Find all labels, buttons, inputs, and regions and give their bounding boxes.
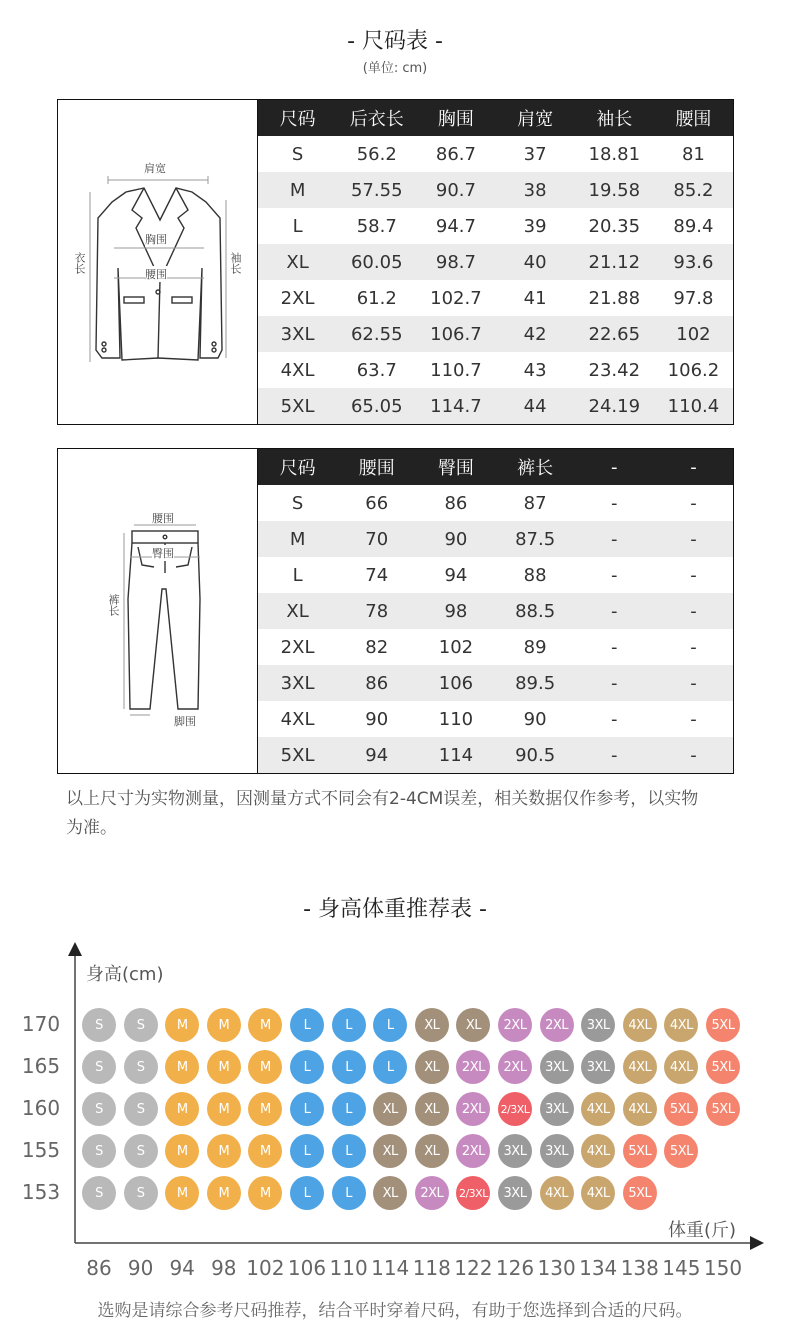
table-cell: 56.2 [356,143,397,165]
table-cell: 90 [444,528,468,550]
pants-waist-label: 腰围 [152,512,174,525]
table-cell: 23.42 [588,359,641,381]
table-cell: M [289,179,306,201]
table-cell: - [611,744,618,766]
table-row [258,208,733,244]
table-cell: 61.2 [356,287,397,309]
size-dot: M [248,1134,282,1168]
waist-label: 腰围 [145,268,167,281]
size-dot: M [248,1176,282,1210]
table-cell: 94.7 [435,215,476,237]
table-cell: 65.05 [350,395,403,417]
table-cell: 4XL [280,359,315,381]
size-dot: S [82,1092,116,1126]
header-cell: 尺码 [279,109,316,130]
size-chart-title: - 尺码表 - [347,29,443,54]
table-cell: 24.19 [588,395,641,417]
size-dot: 3XL [498,1176,532,1210]
size-dot: L [290,1176,324,1210]
table-cell: 110.4 [667,395,720,417]
size-dot: 4XL [623,1092,657,1126]
table-cell: 102 [676,323,711,345]
table-cell: 43 [523,359,547,381]
table-cell: - [611,600,618,622]
size-dot: 3XL [498,1134,532,1168]
size-dot: L [332,1176,366,1210]
size-dot: L [373,1008,407,1042]
table-cell: 114.7 [430,395,482,417]
size-dot: M [165,1092,199,1126]
table-cell: 87.5 [515,528,556,550]
table-cell: - [611,564,618,586]
weight-label: 134 [579,1256,618,1280]
header-cell: 肩宽 [517,109,554,130]
table-row [258,629,733,665]
table-cell: 5XL [280,395,315,417]
table-header [258,100,733,136]
table-cell: 44 [523,395,547,417]
size-dot: 4XL [664,1050,698,1084]
table-cell: - [690,744,697,766]
table-row [258,316,733,352]
size-dot: L [290,1134,324,1168]
table-cell: L [292,215,303,237]
weight-label: 150 [703,1256,743,1280]
weight-label: 106 [287,1256,327,1280]
pants-sketch [58,449,258,773]
pants-sketch-icon [58,449,258,773]
chest-label: 胸围 [145,233,167,246]
table-cell: 81 [681,143,705,165]
table-cell: 86 [365,672,389,694]
table-cell: - [611,672,618,694]
table-cell: 38 [523,179,547,201]
header-cell: - [611,456,618,478]
size-dot: 3XL [540,1134,574,1168]
size-dot: M [248,1050,282,1084]
table-cell: 57.55 [350,179,403,201]
table-cell: 2XL [280,636,315,658]
table-cell: 106.7 [430,323,482,345]
table-cell: - [690,672,697,694]
table-cell: 21.88 [588,287,641,309]
size-dot: S [124,1050,158,1084]
table-cell: 41 [523,287,547,309]
table-cell: 89.4 [673,215,714,237]
table-cell: 90.7 [435,179,476,201]
table-cell: 106.2 [667,359,720,381]
size-dot: S [124,1134,158,1168]
y-axis-label: 身高(cm) [86,964,164,985]
table-cell: 21.12 [588,251,641,273]
table-cell: 19.58 [588,179,641,201]
table-cell: - [611,492,618,514]
header-cell: - [690,456,697,478]
size-dot: 5XL [623,1134,657,1168]
size-dot: 2XL [540,1008,574,1042]
size-dot: L [332,1134,366,1168]
size-dot: M [207,1050,241,1084]
size-dot: S [124,1008,158,1042]
header-cell: 臀围 [437,458,474,479]
sleeve-label: 袖长 [229,252,242,274]
size-dot: 3XL [581,1050,615,1084]
size-dot: S [124,1176,158,1210]
shoulder-label: 肩宽 [144,162,166,175]
weight-label: 110 [329,1256,368,1280]
table-cell: 42 [523,323,547,345]
table-header [258,449,733,485]
header-cell: 尺码 [279,458,316,479]
size-dot: S [124,1092,158,1126]
table-cell: 93.6 [673,251,714,273]
height-label: 170 [21,1012,61,1036]
table-cell: 3XL [280,672,315,694]
table-cell: 2XL [280,287,315,309]
size-dot: 4XL [623,1008,657,1042]
table-cell: XL [286,251,309,273]
size-dot: 4XL [664,1008,698,1042]
height-label: 165 [21,1054,61,1078]
weight-label: 126 [495,1256,535,1280]
table-cell: 63.7 [356,359,397,381]
table-cell: - [611,636,618,658]
size-dot: L [332,1050,366,1084]
table-row [258,521,733,557]
table-cell: 110 [438,708,474,730]
size-dot: 2XL [415,1176,449,1210]
table-cell: 20.35 [588,215,641,237]
table-cell: 110.7 [430,359,482,381]
table-cell: 98 [444,600,468,622]
length-label: 衣长 [73,252,86,274]
size-dot: S [82,1134,116,1168]
size-dot: 2XL [456,1050,490,1084]
size-dot: L [290,1008,324,1042]
weight-label: 122 [454,1256,493,1280]
table-cell: 40 [523,251,547,273]
weight-label: 145 [662,1256,701,1280]
x-axis-label: 体重(斤) [668,1220,737,1241]
table-cell: - [690,636,697,658]
table-cell: 90 [523,708,547,730]
size-dot: 4XL [581,1176,615,1210]
table-cell: - [690,564,697,586]
recommend-footer: 选购是请综合参考尺码推荐，结合平时穿着尺码，有助于您选择到合适的尺码。 [97,1301,693,1321]
table-cell: 102.7 [430,287,482,309]
size-dot: M [207,1176,241,1210]
table-cell: 62.55 [350,323,403,345]
table-cell: - [690,528,697,550]
size-dot: S [82,1050,116,1084]
table-cell: 98.7 [435,251,476,273]
table-cell: - [690,600,697,622]
size-dot: M [165,1176,199,1210]
size-dot: 5XL [706,1050,740,1084]
table-cell: 94 [444,564,468,586]
size-dot: 3XL [540,1050,574,1084]
table-cell: 5XL [280,744,315,766]
table-cell: 85.2 [673,179,714,201]
height-label: 155 [21,1138,61,1162]
weight-label: 118 [412,1256,451,1280]
table-cell: 88.5 [515,600,556,622]
table-cell: 60.05 [350,251,403,273]
table-cell: - [611,708,618,730]
size-chart-unit: (单位: cm) [362,61,428,76]
weight-label: 130 [537,1256,576,1280]
size-dot: M [165,1008,199,1042]
table-cell: 70 [365,528,389,550]
table-row [258,244,733,280]
header-cell: 裤长 [517,458,554,479]
size-dot: 5XL [623,1176,657,1210]
jacket-table-body [258,100,733,424]
header-cell: 后衣长 [349,109,404,130]
size-dot: 4XL [540,1176,574,1210]
table-cell: 18.81 [588,143,641,165]
weight-label: 138 [620,1256,659,1280]
size-dot: 2XL [498,1050,532,1084]
size-dot: M [165,1134,199,1168]
table-cell: 37 [523,143,547,165]
weight-label: 94 [169,1256,195,1280]
weight-label: 86 [86,1256,112,1280]
table-cell: 88 [523,564,547,586]
size-dot: L [332,1008,366,1042]
table-cell: XL [286,600,309,622]
table-cell: 39 [523,215,547,237]
table-row [258,352,733,388]
table-cell: S [291,492,304,514]
table-cell: S [291,143,304,165]
size-dot: L [290,1050,324,1084]
table-cell: 22.65 [588,323,641,345]
size-dot: M [207,1134,241,1168]
size-dot: 5XL [706,1092,740,1126]
table-row [258,280,733,316]
table-cell: 102 [438,636,474,658]
size-dot: 2/3XL [456,1176,490,1210]
table-row [258,665,733,701]
size-dot: XL [456,1008,490,1042]
table-row [258,737,733,773]
size-dot: M [165,1050,199,1084]
recommend-title: - 身高体重推荐表 - [303,897,487,922]
table-row [258,136,733,172]
size-dot: XL [415,1050,449,1084]
table-row [258,388,733,424]
weight-label: 90 [127,1256,154,1280]
table-row [258,172,733,208]
size-dot: 5XL [664,1092,698,1126]
size-dot: 2/3XL [498,1092,532,1126]
table-cell: - [690,492,697,514]
jacket-size-table [57,99,734,425]
height-label: 160 [21,1096,61,1120]
size-dot: 5XL [664,1134,698,1168]
size-dot: 4XL [623,1050,657,1084]
table-cell: 89.5 [515,672,556,694]
size-dot: M [248,1008,282,1042]
size-dot: 2XL [498,1008,532,1042]
table-row [258,593,733,629]
size-dot: 2XL [456,1092,490,1126]
table-cell: 114 [438,744,474,766]
table-cell: 66 [365,492,389,514]
table-cell: 82 [365,636,389,658]
size-dot: S [82,1176,116,1210]
table-cell: L [292,564,303,586]
size-dot: M [207,1092,241,1126]
hip-label: 臀围 [152,547,174,560]
header-cell: 胸围 [437,109,474,130]
header-cell: 袖长 [596,109,633,130]
table-cell: M [289,528,306,550]
table-cell: - [611,528,618,550]
weight-label: 98 [211,1256,237,1280]
table-cell: 3XL [280,323,315,345]
jacket-sketch [58,100,258,424]
header-cell: 腰围 [675,109,712,130]
table-row [258,701,733,737]
size-dot: S [82,1008,116,1042]
weight-label: 102 [246,1256,285,1280]
table-cell: 106 [438,672,474,694]
table-cell: 86.7 [435,143,476,165]
size-dot: 5XL [706,1008,740,1042]
size-dot: 4XL [581,1092,615,1126]
table-cell: 90 [365,708,389,730]
table-cell: 4XL [280,708,315,730]
table-cell: 94 [365,744,389,766]
hem-label: 脚围 [174,715,196,728]
table-cell: 74 [365,564,389,586]
size-dot: L [332,1092,366,1126]
size-dot: M [207,1008,241,1042]
table-cell: 89 [523,636,547,658]
header-cell: 腰围 [358,458,395,479]
pants-size-table [57,448,734,774]
pants-length-label: 裤长 [107,594,120,616]
table-row [258,485,733,521]
table-cell: 78 [365,600,389,622]
table-cell: 97.8 [673,287,714,309]
size-dot: M [248,1092,282,1126]
height-label: 153 [21,1180,61,1204]
size-dot: L [373,1050,407,1084]
table-cell: 58.7 [356,215,397,237]
table-cell: 87 [523,492,547,514]
size-dot: XL [415,1008,449,1042]
size-dot: XL [415,1134,449,1168]
size-dot: 2XL [456,1134,490,1168]
size-dot: L [290,1092,324,1126]
measurement-note: 以上尺寸为实物测量，因测量方式不同会有2-4CM误差，相关数据仅作参考，以实物为准。 [66,789,699,838]
size-dot: XL [373,1092,407,1126]
pants-table-body [258,449,733,773]
table-cell: 86 [444,492,468,514]
table-row [258,557,733,593]
table-cell: - [690,708,697,730]
size-dot: XL [373,1134,407,1168]
size-dot: XL [415,1092,449,1126]
size-dot: XL [373,1176,407,1210]
size-dot: 3XL [540,1092,574,1126]
table-cell: 90.5 [515,744,556,766]
weight-label: 114 [371,1256,410,1280]
size-dot: 3XL [581,1008,615,1042]
size-dot: 4XL [581,1134,615,1168]
